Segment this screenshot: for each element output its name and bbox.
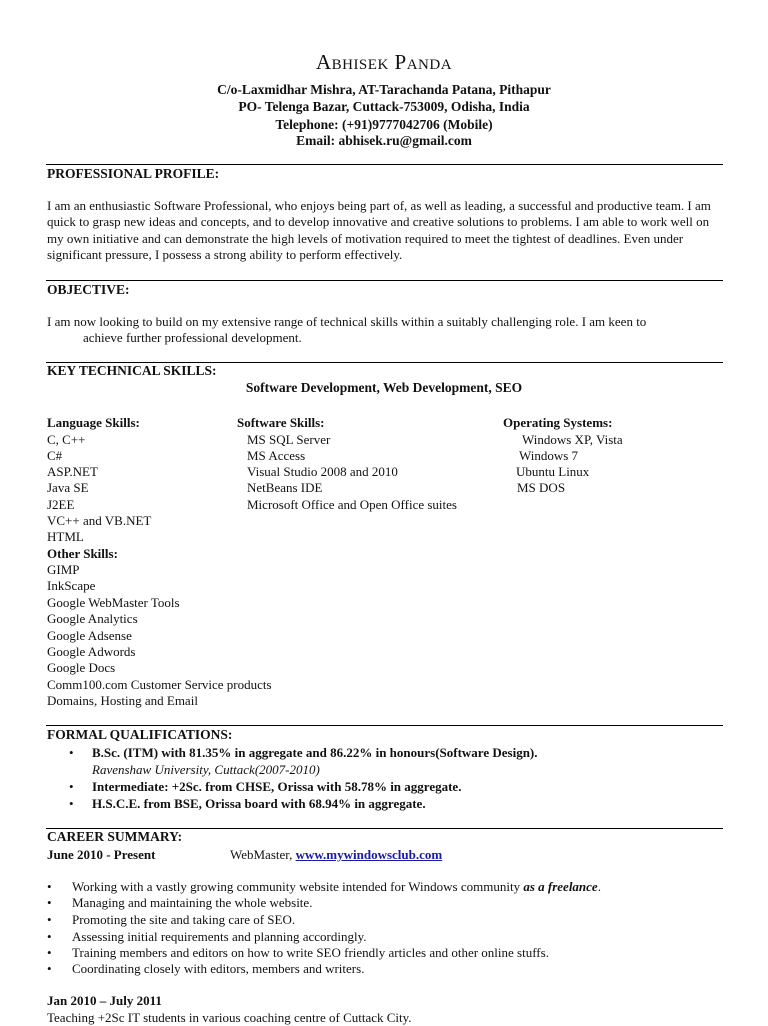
- bullet-icon: •: [47, 895, 52, 910]
- skills-heading: KEY TECHNICAL SKILLS:: [47, 363, 217, 378]
- list-item: Coordinating closely with editors, members and writers.: [72, 961, 365, 976]
- career-heading: CAREER SUMMARY:: [47, 829, 183, 844]
- bullet-icon: •: [69, 796, 74, 811]
- qualification-detail: Ravenshaw University, Cuttack(2007-2010): [92, 762, 320, 777]
- objective-heading: OBJECTIVE:: [47, 282, 130, 297]
- skills-subtitle: Software Development, Web Development, SEO: [245, 380, 523, 395]
- list-item: MS SQL Server: [247, 432, 331, 447]
- list-item: Google Adsense: [47, 628, 132, 643]
- duty-emphasis: as a freelance: [523, 879, 598, 894]
- qualification-item: B.Sc. (ITM) with 81.35% in aggregate and 86.22% in honours(Software Design).: [92, 745, 538, 760]
- list-item: Managing and maintaining the whole website.: [72, 895, 313, 910]
- list-item: GIMP: [47, 562, 80, 577]
- list-item: C#: [47, 448, 63, 463]
- candidate-name: Abhisek Panda: [315, 50, 453, 74]
- list-item: Java SE: [47, 480, 89, 495]
- job-description: Teaching +2Sc IT students in various coaching centre of Cuttack City.: [47, 1010, 412, 1025]
- operating-systems-heading: Operating Systems:: [503, 415, 613, 430]
- list-item: Comm100.com Customer Service products: [47, 677, 272, 692]
- list-item: Assessing initial requirements and planning accordingly.: [72, 929, 367, 944]
- list-item: Domains, Hosting and Email: [47, 693, 198, 708]
- list-item: [72, 879, 601, 895]
- divider: [46, 725, 723, 726]
- list-item: HTML: [47, 529, 84, 544]
- objective-line-1: I am now looking to build on my extensive range of technical skills within a suitably challenging role. I am keen to: [47, 314, 647, 329]
- divider: [46, 164, 723, 165]
- bullet-icon: •: [47, 945, 52, 960]
- list-item: Google Adwords: [47, 644, 136, 659]
- address-line-2: PO- Telenga Bazar, Cuttack-753009, Odisha, India: [238, 99, 530, 114]
- software-skills-heading: Software Skills:: [237, 415, 325, 430]
- bullet-icon: •: [69, 779, 74, 794]
- email: Email: abhisek.ru@gmail.com: [296, 133, 472, 148]
- list-item: C, C++: [47, 432, 86, 447]
- list-item: Google WebMaster Tools: [47, 595, 180, 610]
- job-period: June 2010 - Present: [47, 847, 156, 862]
- list-item: NetBeans IDE: [247, 480, 323, 495]
- list-item: ASP.NET: [47, 464, 98, 479]
- bullet-icon: •: [47, 879, 52, 894]
- list-item: Promoting the site and taking care of SEO.: [72, 912, 296, 927]
- language-skills-heading: Language Skills:: [47, 415, 140, 430]
- duty-end: .: [597, 879, 601, 894]
- address-line-1: C/o-Laxmidhar Mishra, AT-Tarachanda Patana, Pithapur: [217, 82, 551, 97]
- list-item: Training members and editors on how to write SEO friendly articles and other online stuffs.: [72, 945, 549, 960]
- job-title-text: WebMaster,: [230, 847, 296, 862]
- list-item: Google Docs: [47, 660, 116, 675]
- job-title: [230, 847, 442, 863]
- divider: [46, 280, 723, 281]
- list-item: Windows XP, Vista: [522, 432, 623, 447]
- list-item: Windows 7: [519, 448, 579, 463]
- job-period: Jan 2010 – July 2011: [47, 993, 162, 1008]
- qualification-item: Intermediate: +2Sc. from CHSE, Orissa with 58.78% in aggregate.: [92, 779, 462, 794]
- bullet-icon: •: [69, 745, 74, 760]
- list-item: Google Analytics: [47, 611, 138, 626]
- list-item: Ubuntu Linux: [516, 464, 590, 479]
- telephone: Telephone: (+91)9777042706 (Mobile): [275, 117, 493, 132]
- list-item: Microsoft Office and Open Office suites: [247, 497, 457, 512]
- other-skills-heading: Other Skills:: [47, 546, 118, 561]
- profile-text: I am an enthusiastic Software Professional, who enjoys being part of, as well as leading, a successful and productive team. I am quick to grasp new ideas and concepts, and to develop innovative and creative solutions to problems. I am able to work well on my own initiative and can demonstrate the high levels of motivation required to meet the tightest of deadlines. Even under significant pressure, I possess a strong ability to perform effectively.: [47, 198, 711, 263]
- list-item: VC++ and VB.NET: [47, 513, 152, 528]
- list-item: Visual Studio 2008 and 2010: [247, 464, 398, 479]
- list-item: J2EE: [47, 497, 75, 512]
- qualifications-heading: FORMAL QUALIFICATIONS:: [47, 727, 233, 742]
- bullet-icon: •: [47, 912, 52, 927]
- website-link[interactable]: www.mywindowsclub.com: [295, 847, 443, 862]
- profile-heading: PROFESSIONAL PROFILE:: [47, 166, 220, 181]
- bullet-icon: •: [47, 929, 52, 944]
- list-item: MS DOS: [517, 480, 566, 495]
- objective-line-2: achieve further professional development.: [83, 330, 302, 345]
- duty-text: Working with a vastly growing community website intended for Windows community: [72, 879, 524, 894]
- bullet-icon: •: [47, 961, 52, 976]
- list-item: MS Access: [247, 448, 306, 463]
- qualification-item: H.S.C.E. from BSE, Orissa board with 68.94% in aggregate.: [92, 796, 426, 811]
- list-item: InkScape: [47, 578, 96, 593]
